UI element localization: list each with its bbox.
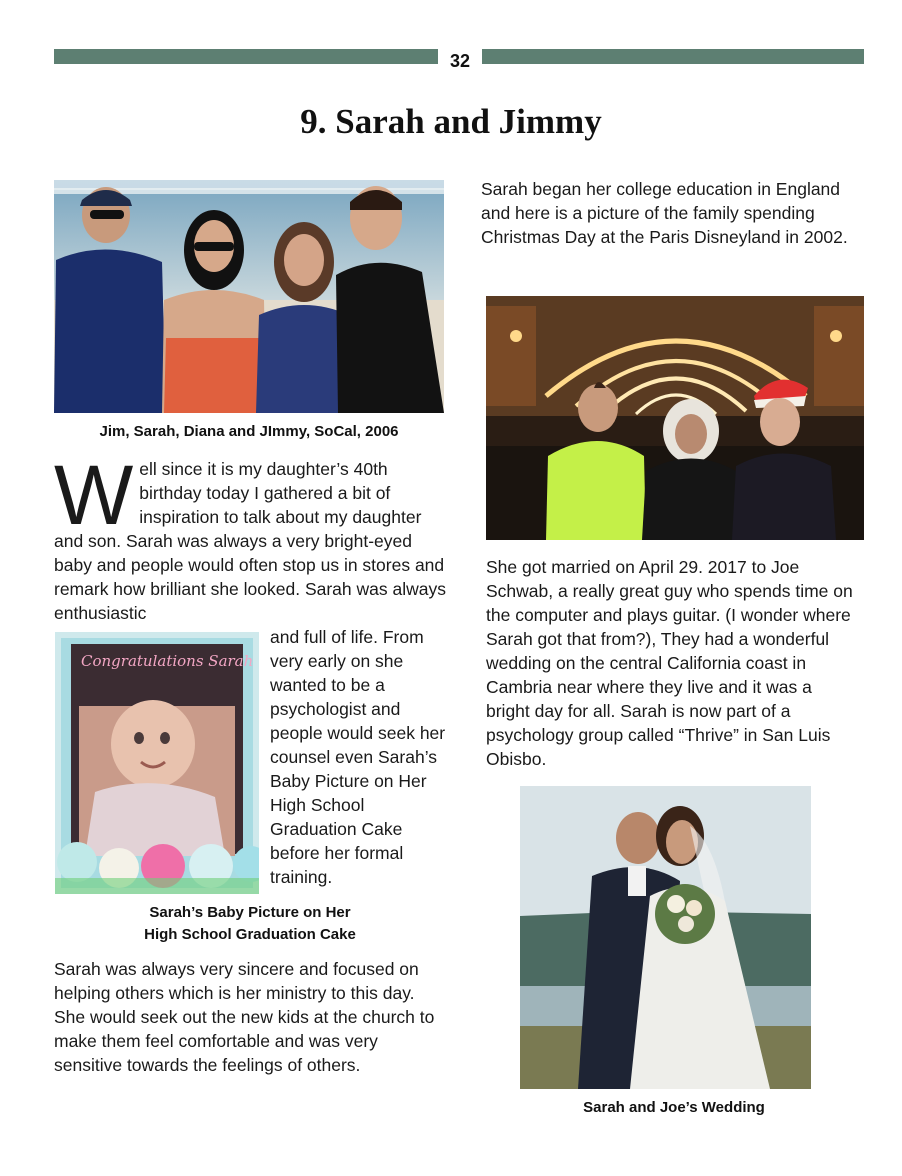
disneyland-illustration [486, 296, 864, 540]
family-beach-illustration [54, 180, 444, 413]
family-beach-caption: Jim, Sarah, Diana and JImmy, SoCal, 2006 [99, 423, 399, 440]
wedding-photo [520, 786, 811, 1089]
page-title: 9. Sarah and Jimmy [300, 102, 602, 141]
wedding-illustration [520, 786, 811, 1089]
header-bar-left [54, 49, 438, 64]
wedding-paragraph: She got married on April 29. 2017 to Joe Schwab, a really great guy who spends time on the computer and plays guitar. (I wonder where Sarah got that from?), They had a wonderful wedding on the central California coast in Cambria near where they live and it was a bright day for all. Sarah is now part of a psychology group called “Thrive” in San Luis Obisbo. [486, 557, 853, 769]
page-number: 32 [449, 51, 471, 71]
college-paragraph: Sarah began her college education in England and here is a picture of the family spending Christmas Day at the Paris Disneyland in 2002. [481, 179, 848, 247]
family-beach-photo [54, 180, 444, 413]
disneyland-photo [486, 296, 864, 540]
baby-cake-caption [100, 902, 400, 946]
baby-cake-caption-line2: High School Graduation Cake [144, 926, 356, 943]
header-bar-right [482, 49, 864, 64]
growing-up-paragraph: and full of life. From very early on she wanted to be a psychologist and people would seek her counsel even Sarah’s Baby Picture on Her High School Graduation Cake before her formal training. [270, 627, 446, 887]
ministry-paragraph: Sarah was always very sincere and focused on helping others which is her ministry to this day. She would seek out the new kids at the church to make them feel comfortable and was very sensitive towards the feelings of others. [54, 959, 435, 1075]
intro-paragraph-text: ell since it is my daughter’s 40th birthday today I gathered a bit of inspiration to talk about my daughter and son. Sarah was always a very bright-eyed baby and people would often stop us in stores and remark how brilliant she looked. Sarah was always enthusiastic [54, 459, 446, 623]
baby-cake-illustration [55, 632, 259, 894]
cake-text: Congratulations Sarah [81, 652, 254, 670]
drop-cap: W [54, 448, 134, 542]
intro-paragraph [54, 448, 446, 625]
baby-cake-caption-line1: Sarah’s Baby Picture on Her [149, 904, 351, 921]
baby-cake-photo [55, 632, 259, 894]
wedding-caption: Sarah and Joe’s Wedding [583, 1099, 765, 1116]
